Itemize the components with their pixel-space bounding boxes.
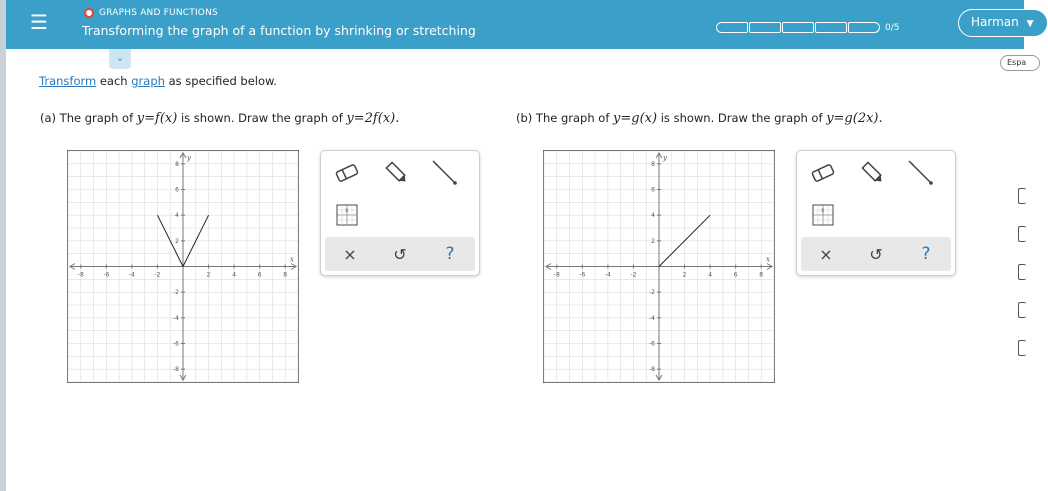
graph-a-x-tick-label: 8: [283, 271, 288, 279]
progress-bar: [716, 22, 899, 33]
part-b-given-equation: y=g(x): [613, 111, 658, 126]
menu-icon[interactable]: ☰: [30, 10, 48, 34]
progress-segment: [815, 22, 847, 33]
graph-b-y-tick-label: 6: [651, 186, 655, 194]
left-edge-bar: [0, 0, 6, 491]
progress-segment: [782, 22, 814, 33]
part-b-mid-text: is shown. Draw the graph of: [657, 111, 827, 125]
graph-b-action-row: [801, 237, 951, 271]
graph-a-x-axis-label: x: [290, 255, 294, 264]
graph-a-action-row: [325, 237, 475, 271]
graph-a-x-tick-label: -8: [77, 271, 84, 279]
graph-b-y-tick-label: 8: [651, 160, 655, 168]
part-a-label: (a) The graph of: [40, 111, 137, 125]
transform-link[interactable]: Transform: [39, 74, 97, 88]
graph-a-y-tick-label: -4: [173, 314, 179, 322]
graph-a-y-tick-label: -6: [173, 340, 179, 348]
graph-b-x-tick-label: 6: [733, 271, 738, 279]
graph-a-toolbox: [320, 150, 480, 276]
pencil-icon[interactable]: [859, 159, 887, 187]
graph-b-x-tick-label: 4: [708, 271, 713, 279]
graph-a-x-tick-label: -4: [128, 271, 135, 279]
graph-b-x-tick-label: -8: [553, 271, 560, 279]
graph-a-plot[interactable]: [68, 151, 298, 382]
graph-a-x-tick-label: -6: [103, 271, 110, 279]
graph-a-x-tick-label: 2: [206, 271, 211, 279]
instruction-text: [39, 74, 277, 88]
topic-status-icon: [84, 8, 94, 18]
chevron-down-icon: ▼: [1026, 19, 1034, 29]
progress-segment: [749, 22, 781, 33]
topic-label: [84, 8, 218, 18]
graph-link[interactable]: graph: [131, 74, 165, 88]
line-segment-icon[interactable]: [907, 159, 935, 187]
graph-b-x-tick-label: -4: [604, 271, 611, 279]
part-a-prompt: [40, 111, 399, 126]
part-a-target-equation: y=2f(x).: [346, 111, 400, 126]
graph-b-y-tick-label: -6: [649, 340, 655, 348]
clear-button[interactable]: ×: [343, 244, 357, 264]
graph-a-y-tick-label: -2: [173, 289, 179, 297]
graph-b-x-tick-label: 8: [759, 271, 764, 279]
help-button[interactable]: ?: [445, 244, 455, 264]
side-tool-icon[interactable]: [1018, 302, 1026, 318]
graph-a-x-tick-label: 6: [257, 271, 262, 279]
svg-text:x: x: [345, 207, 349, 214]
graph-a-y-tick-label: 8: [175, 160, 179, 168]
graph-a-y-tick-label: -8: [173, 366, 179, 374]
part-a-mid-text: is shown. Draw the graph of: [177, 111, 347, 125]
graph-a-x-tick-label: 4: [232, 271, 237, 279]
language-button[interactable]: Espa: [1000, 55, 1040, 71]
graph-b-x-tick-label: 2: [682, 271, 687, 279]
graph-a-y-axis-label: y: [187, 154, 191, 162]
graph-b-y-tick-label: -8: [649, 366, 655, 374]
part-b-label: (b) The graph of: [516, 111, 614, 125]
side-tool-icon[interactable]: [1018, 188, 1026, 204]
side-tool-icon[interactable]: [1018, 264, 1026, 280]
user-menu-button[interactable]: [958, 9, 1048, 37]
graph-b-canvas[interactable]: [543, 150, 775, 383]
graph-b-y-tick-label: -2: [649, 289, 655, 297]
graph-b-y-tick-label: 2: [651, 237, 655, 245]
graph-b-x-tick-label: -2: [630, 271, 637, 279]
undo-button[interactable]: ↺: [393, 244, 407, 264]
graph-grid-icon[interactable]: [809, 201, 837, 229]
graph-a-canvas[interactable]: [67, 150, 299, 383]
graph-b-x-axis-label: x: [766, 255, 770, 264]
part-b-target-equation: y=g(2x).: [826, 111, 883, 126]
side-tool-icon[interactable]: [1018, 226, 1026, 242]
graph-a-y-tick-label: 4: [175, 212, 179, 220]
instruction-text-part: each: [96, 74, 132, 88]
help-button[interactable]: ?: [921, 244, 931, 264]
undo-button[interactable]: ↺: [869, 244, 883, 264]
eraser-icon[interactable]: [333, 159, 361, 187]
part-b-prompt: [516, 111, 883, 126]
graph-b-plot[interactable]: [544, 151, 774, 382]
graph-b-y-tick-label: -4: [649, 314, 655, 322]
graph-grid-icon[interactable]: [333, 201, 361, 229]
progress-segment: [848, 22, 880, 33]
collapse-toggle-button[interactable]: [109, 49, 131, 69]
side-tool-icon[interactable]: [1018, 340, 1026, 356]
line-segment-icon[interactable]: [431, 159, 459, 187]
svg-text:x: x: [821, 207, 825, 214]
header-bar: [6, 0, 1034, 49]
instruction-text-part: as specified below.: [164, 74, 278, 88]
graph-a-y-tick-label: 2: [175, 237, 179, 245]
eraser-icon[interactable]: [809, 159, 837, 187]
graph-a-x-tick-label: -2: [154, 271, 161, 279]
graph-a-y-tick-label: 6: [175, 186, 179, 194]
pencil-icon[interactable]: [383, 159, 411, 187]
graph-b-x-tick-label: -6: [579, 271, 586, 279]
graph-b-toolbox: [796, 150, 956, 276]
chevron-down-icon: ⌄: [115, 51, 125, 64]
clear-button[interactable]: ×: [819, 244, 833, 264]
graph-b-y-axis-label: y: [663, 154, 667, 162]
part-a-given-equation: y=f(x): [136, 111, 178, 126]
page-title: Transforming the graph of a function by shrinking or stretching: [82, 23, 476, 38]
progress-count: 0/5: [885, 22, 900, 33]
topic-text: GRAPHS AND FUNCTIONS: [99, 8, 218, 18]
progress-segment: [716, 22, 748, 33]
graph-b-y-tick-label: 4: [651, 212, 655, 220]
user-name: Harman: [971, 15, 1019, 29]
